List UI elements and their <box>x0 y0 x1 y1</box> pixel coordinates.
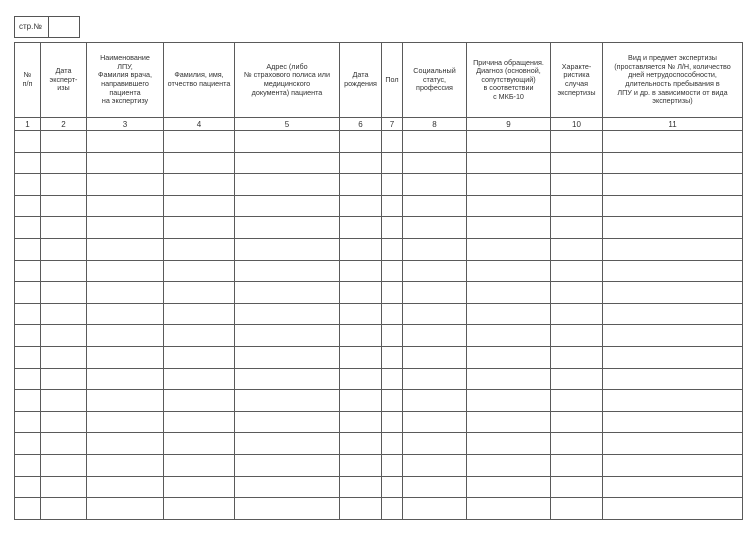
col-header-expertise-type: Вид и предмет экспертизы (проставляется № Л/Н, количество дней нетрудоспособности, длительность пребывания в ЛПУ и др. в зависимости от вида экспертизы) <box>603 43 743 118</box>
table-cell[interactable] <box>235 174 340 196</box>
table-cell[interactable] <box>603 174 743 196</box>
table-cell[interactable] <box>15 217 41 239</box>
table-cell[interactable] <box>603 325 743 347</box>
table-cell[interactable] <box>164 454 235 476</box>
page-number-label: стр.№ <box>19 22 42 31</box>
table-cell[interactable] <box>235 368 340 390</box>
table-cell[interactable] <box>467 368 551 390</box>
table-row <box>15 411 743 433</box>
expertise-register-table <box>14 42 743 520</box>
table-cell[interactable] <box>551 325 603 347</box>
table-cell[interactable] <box>382 498 403 520</box>
table-cell[interactable] <box>235 195 340 217</box>
table-row <box>15 282 743 304</box>
table-cell[interactable] <box>41 282 87 304</box>
table-cell[interactable] <box>467 238 551 260</box>
table-cell[interactable] <box>467 433 551 455</box>
table-cell[interactable] <box>340 454 382 476</box>
table-cell[interactable] <box>87 303 164 325</box>
table-cell[interactable] <box>603 390 743 412</box>
table-cell[interactable] <box>164 174 235 196</box>
table-cell[interactable] <box>382 217 403 239</box>
table-cell[interactable] <box>235 303 340 325</box>
table-cell[interactable] <box>235 498 340 520</box>
table-cell[interactable] <box>403 303 467 325</box>
table-cell[interactable] <box>235 217 340 239</box>
table-cell[interactable] <box>87 498 164 520</box>
table-cell[interactable] <box>235 476 340 498</box>
header-row <box>15 43 743 118</box>
table-cell[interactable] <box>15 325 41 347</box>
table-cell[interactable] <box>15 303 41 325</box>
table-cell[interactable] <box>41 303 87 325</box>
table-cell[interactable] <box>403 282 467 304</box>
table-cell[interactable] <box>164 238 235 260</box>
table-cell[interactable] <box>551 454 603 476</box>
table-cell[interactable] <box>340 498 382 520</box>
col-header-institution: Наименование ЛПУ, Фамилия врача, направившего пациента на экспертизу <box>87 43 164 118</box>
table-cell[interactable] <box>603 195 743 217</box>
table-cell[interactable] <box>382 454 403 476</box>
table-row <box>15 260 743 282</box>
table-cell[interactable] <box>467 325 551 347</box>
table-cell[interactable] <box>403 433 467 455</box>
table-cell[interactable] <box>340 390 382 412</box>
table-row <box>15 303 743 325</box>
table-cell[interactable] <box>15 260 41 282</box>
table-cell[interactable] <box>382 303 403 325</box>
table-cell[interactable] <box>164 152 235 174</box>
table-cell[interactable] <box>235 131 340 153</box>
table-cell[interactable] <box>403 411 467 433</box>
table-cell[interactable] <box>41 260 87 282</box>
table-cell[interactable] <box>15 411 41 433</box>
table-cell[interactable] <box>340 152 382 174</box>
col-header-diagnosis: Причина обращения. Диагноз (основной, сопутствующий) в соответствии с МКБ-10 <box>467 43 551 118</box>
column-number-3: 3 <box>87 118 164 131</box>
table-cell[interactable] <box>403 325 467 347</box>
column-number-5: 5 <box>235 118 340 131</box>
table-cell[interactable] <box>551 433 603 455</box>
table-cell[interactable] <box>603 368 743 390</box>
table-cell[interactable] <box>382 238 403 260</box>
table-cell[interactable] <box>235 454 340 476</box>
table-cell[interactable] <box>15 476 41 498</box>
table-cell[interactable] <box>382 174 403 196</box>
table-cell[interactable] <box>340 131 382 153</box>
table-cell[interactable] <box>15 238 41 260</box>
table-cell[interactable] <box>467 152 551 174</box>
table-cell[interactable] <box>467 174 551 196</box>
table-cell[interactable] <box>340 433 382 455</box>
column-number-row <box>15 118 743 131</box>
table-cell[interactable] <box>467 195 551 217</box>
page-number-box <box>14 16 80 38</box>
table-cell[interactable] <box>41 131 87 153</box>
table-cell[interactable] <box>164 368 235 390</box>
table-cell[interactable] <box>382 390 403 412</box>
table-cell[interactable] <box>551 476 603 498</box>
table-cell[interactable] <box>603 282 743 304</box>
table-cell[interactable] <box>551 346 603 368</box>
table-cell[interactable] <box>235 282 340 304</box>
table-cell[interactable] <box>15 131 41 153</box>
table-cell[interactable] <box>467 303 551 325</box>
table-cell[interactable] <box>382 368 403 390</box>
table-cell[interactable] <box>551 390 603 412</box>
table-cell[interactable] <box>87 411 164 433</box>
col-header-sex: Пол <box>382 43 403 118</box>
table-cell[interactable] <box>235 346 340 368</box>
table-cell[interactable] <box>15 195 41 217</box>
table-cell[interactable] <box>235 411 340 433</box>
table-cell[interactable] <box>235 433 340 455</box>
table-cell[interactable] <box>403 260 467 282</box>
col-header-birth-date: Дата рождения <box>340 43 382 118</box>
table-row <box>15 238 743 260</box>
table-cell[interactable] <box>467 390 551 412</box>
table-cell[interactable] <box>382 325 403 347</box>
table-cell[interactable] <box>403 195 467 217</box>
table-cell[interactable] <box>467 498 551 520</box>
table-cell[interactable] <box>15 152 41 174</box>
table-cell[interactable] <box>551 303 603 325</box>
table-cell[interactable] <box>551 174 603 196</box>
table-cell[interactable] <box>164 498 235 520</box>
column-number-2: 2 <box>41 118 87 131</box>
table-cell[interactable] <box>41 476 87 498</box>
table-cell[interactable] <box>41 346 87 368</box>
column-number-1: 1 <box>15 118 41 131</box>
table-cell[interactable] <box>467 282 551 304</box>
table-cell[interactable] <box>41 325 87 347</box>
table-cell[interactable] <box>382 346 403 368</box>
table-cell[interactable] <box>87 260 164 282</box>
table-cell[interactable] <box>467 411 551 433</box>
table-cell[interactable] <box>467 346 551 368</box>
table-cell[interactable] <box>41 217 87 239</box>
table-cell[interactable] <box>551 368 603 390</box>
table-cell[interactable] <box>340 238 382 260</box>
table-cell[interactable] <box>340 195 382 217</box>
table-cell[interactable] <box>467 260 551 282</box>
table-cell[interactable] <box>41 454 87 476</box>
table-cell[interactable] <box>340 260 382 282</box>
table-cell[interactable] <box>235 260 340 282</box>
table-cell[interactable] <box>603 217 743 239</box>
table-cell[interactable] <box>87 152 164 174</box>
col-header-number: № п/п <box>15 43 41 118</box>
column-number-10: 10 <box>551 118 603 131</box>
table-cell[interactable] <box>403 152 467 174</box>
table-cell[interactable] <box>467 454 551 476</box>
table-row <box>15 325 743 347</box>
table-cell[interactable] <box>164 282 235 304</box>
table-cell[interactable] <box>340 411 382 433</box>
table-cell[interactable] <box>87 282 164 304</box>
table-cell[interactable] <box>603 131 743 153</box>
table-cell[interactable] <box>403 174 467 196</box>
table-cell[interactable] <box>382 282 403 304</box>
table-cell[interactable] <box>41 433 87 455</box>
table-cell[interactable] <box>87 390 164 412</box>
table-cell[interactable] <box>551 411 603 433</box>
table-cell[interactable] <box>87 433 164 455</box>
table-cell[interactable] <box>403 346 467 368</box>
table-cell[interactable] <box>164 217 235 239</box>
table-cell[interactable] <box>382 152 403 174</box>
table-cell[interactable] <box>235 238 340 260</box>
table-cell[interactable] <box>551 238 603 260</box>
table-cell[interactable] <box>403 131 467 153</box>
column-number-4: 4 <box>164 118 235 131</box>
table-cell[interactable] <box>87 325 164 347</box>
table-cell[interactable] <box>551 498 603 520</box>
table-cell[interactable] <box>340 282 382 304</box>
table-cell[interactable] <box>382 433 403 455</box>
table-cell[interactable] <box>164 390 235 412</box>
table-cell[interactable] <box>15 368 41 390</box>
table-cell[interactable] <box>41 195 87 217</box>
table-cell[interactable] <box>340 174 382 196</box>
col-header-patient-name: Фамилия, имя, отчество пациента <box>164 43 235 118</box>
table-cell[interactable] <box>467 131 551 153</box>
table-row <box>15 368 743 390</box>
table-cell[interactable] <box>15 390 41 412</box>
table-row <box>15 174 743 196</box>
table-cell[interactable] <box>164 303 235 325</box>
table-row <box>15 217 743 239</box>
table-cell[interactable] <box>87 238 164 260</box>
table-cell[interactable] <box>603 433 743 455</box>
col-header-case-characteristic: Характе- ристика случая экспертизы <box>551 43 603 118</box>
table-cell[interactable] <box>603 411 743 433</box>
table-row <box>15 454 743 476</box>
table-cell[interactable] <box>340 303 382 325</box>
table-cell[interactable] <box>41 152 87 174</box>
table-cell[interactable] <box>403 217 467 239</box>
column-number-7: 7 <box>382 118 403 131</box>
table-body <box>15 131 743 520</box>
table-cell[interactable] <box>164 346 235 368</box>
column-number-11: 11 <box>603 118 743 131</box>
table-cell[interactable] <box>403 238 467 260</box>
table-cell[interactable] <box>87 346 164 368</box>
table-cell[interactable] <box>382 411 403 433</box>
table-cell[interactable] <box>164 260 235 282</box>
table-cell[interactable] <box>87 174 164 196</box>
col-header-address: Адрес (либо № страхового полиса или медицинского документа) пациента <box>235 43 340 118</box>
table-cell[interactable] <box>15 498 41 520</box>
table-cell[interactable] <box>551 282 603 304</box>
table-cell[interactable] <box>551 217 603 239</box>
table-cell[interactable] <box>467 217 551 239</box>
table-cell[interactable] <box>87 476 164 498</box>
table-cell[interactable] <box>15 454 41 476</box>
table-cell[interactable] <box>340 346 382 368</box>
col-header-date: Дата эксперт- изы <box>41 43 87 118</box>
table-cell[interactable] <box>15 346 41 368</box>
table-cell[interactable] <box>164 411 235 433</box>
table-cell[interactable] <box>235 325 340 347</box>
col-header-social-status: Социальный статус, профессия <box>403 43 467 118</box>
table-cell[interactable] <box>382 195 403 217</box>
table-cell[interactable] <box>551 152 603 174</box>
table-cell[interactable] <box>87 131 164 153</box>
table-row <box>15 346 743 368</box>
table-cell[interactable] <box>382 260 403 282</box>
table-row <box>15 152 743 174</box>
table-cell[interactable] <box>603 454 743 476</box>
table-row <box>15 498 743 520</box>
table-cell[interactable] <box>41 174 87 196</box>
table-cell[interactable] <box>340 476 382 498</box>
table-cell[interactable] <box>382 476 403 498</box>
table-cell[interactable] <box>603 260 743 282</box>
column-number-9: 9 <box>467 118 551 131</box>
table-cell[interactable] <box>15 282 41 304</box>
table-cell[interactable] <box>403 368 467 390</box>
table-cell[interactable] <box>603 238 743 260</box>
column-number-6: 6 <box>340 118 382 131</box>
table-cell[interactable] <box>551 195 603 217</box>
table-cell[interactable] <box>603 476 743 498</box>
table-row <box>15 131 743 153</box>
table-cell[interactable] <box>164 195 235 217</box>
table-cell[interactable] <box>403 498 467 520</box>
table-cell[interactable] <box>87 454 164 476</box>
table-row <box>15 390 743 412</box>
table-cell[interactable] <box>41 498 87 520</box>
table-row <box>15 433 743 455</box>
table-cell[interactable] <box>403 454 467 476</box>
table-row <box>15 476 743 498</box>
table-cell[interactable] <box>340 217 382 239</box>
table-cell[interactable] <box>403 390 467 412</box>
table-cell[interactable] <box>467 476 551 498</box>
table-cell[interactable] <box>87 217 164 239</box>
table-cell[interactable] <box>603 303 743 325</box>
column-number-8: 8 <box>403 118 467 131</box>
table-cell[interactable] <box>164 433 235 455</box>
table-cell[interactable] <box>603 346 743 368</box>
table-row <box>15 195 743 217</box>
table-cell[interactable] <box>164 131 235 153</box>
table-cell[interactable] <box>164 325 235 347</box>
table-cell[interactable] <box>235 152 340 174</box>
table-cell[interactable] <box>15 174 41 196</box>
table-cell[interactable] <box>41 411 87 433</box>
table-cell[interactable] <box>603 152 743 174</box>
table-cell[interactable] <box>403 476 467 498</box>
table-cell[interactable] <box>15 433 41 455</box>
table-cell[interactable] <box>603 498 743 520</box>
table-cell[interactable] <box>235 390 340 412</box>
table-cell[interactable] <box>164 476 235 498</box>
table-cell[interactable] <box>41 390 87 412</box>
table-cell[interactable] <box>41 368 87 390</box>
table-cell[interactable] <box>382 131 403 153</box>
table-cell[interactable] <box>340 325 382 347</box>
table-cell[interactable] <box>340 368 382 390</box>
table-cell[interactable] <box>551 131 603 153</box>
page-number-field[interactable] <box>48 17 80 37</box>
table-cell[interactable] <box>41 238 87 260</box>
table-cell[interactable] <box>87 368 164 390</box>
table-cell[interactable] <box>551 260 603 282</box>
table-cell[interactable] <box>87 195 164 217</box>
